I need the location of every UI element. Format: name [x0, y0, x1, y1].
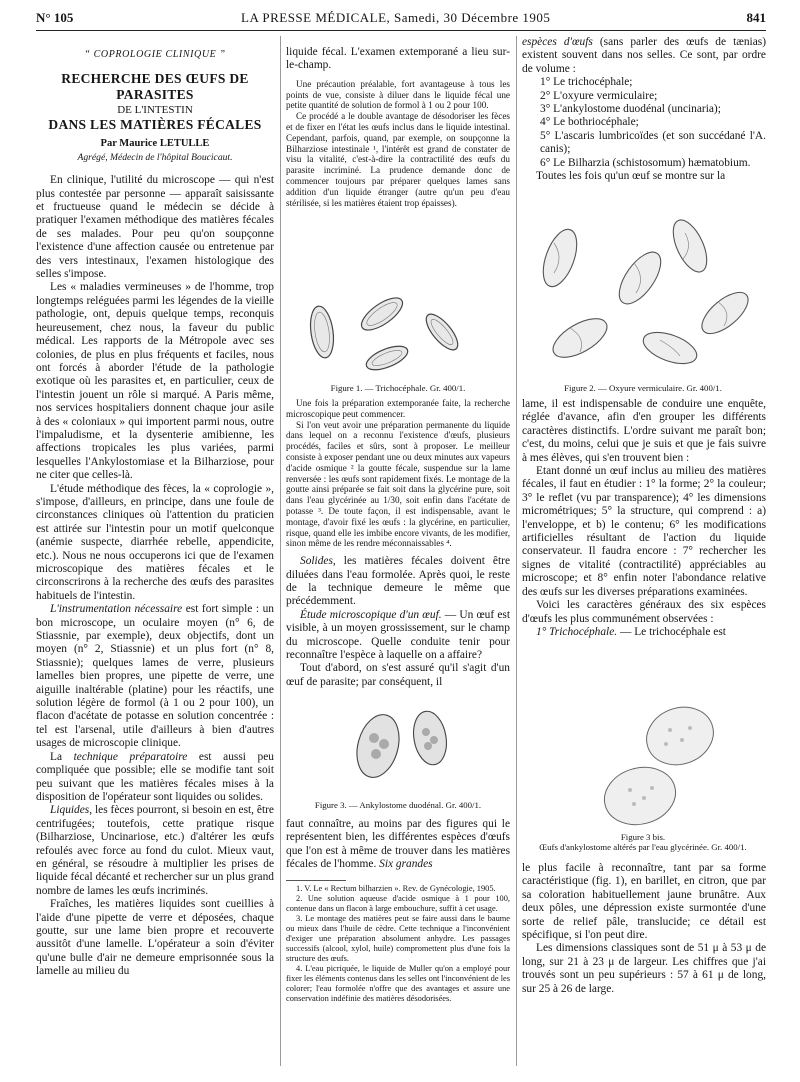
- column-1: [36, 48, 274, 979]
- column-3-bottom: [522, 862, 766, 996]
- page-header: [36, 10, 766, 28]
- paragraph: L'étude méthodique des fèces, la « coprologie », s'impose, d'ailleurs, en principe, dans une foule de circonstances cliniques où l'attention du praticien est attirée sur l'intestin pour un motif quelconque (anémie suspecte, diarrhée rebelle, appendicite, etc.). Nous ne nous occuperons ici que de l'examen microscopique des matières fécales et le circonscrirons à la recherche des œufs des parasites habituels de l'intestin.: [36, 482, 274, 602]
- list-item: 6° Le Bilharzia (schistosomum) hæmatobium.: [540, 156, 751, 169]
- egg-illustration: [421, 309, 463, 354]
- issue-number: N° 105: [36, 10, 74, 25]
- column-2-middle: [286, 398, 510, 689]
- paragraph: Tout d'abord, on s'est assuré qu'il s'agit d'un œuf de parasite; par conséquent, il: [286, 662, 510, 688]
- figure-3-ankylostome-eggs: [330, 706, 470, 794]
- small-print: [286, 398, 510, 549]
- paragraph: liquide fécal. L'examen extemporané a lieu sur-le-champ.: [286, 46, 510, 72]
- emphasis: Étude microscopique d'un œuf.: [300, 608, 442, 621]
- paragraph-text: La: [50, 750, 74, 763]
- paragraph: [522, 36, 766, 76]
- footnotes: [286, 884, 510, 1004]
- paragraph: [286, 555, 510, 609]
- egg-illustration: [639, 326, 701, 370]
- list-item: 2° L'oxyure vermiculaire;: [540, 89, 658, 102]
- figure-3bis-caption-line1: Figure 3 bis.: [620, 832, 666, 842]
- figure-2-caption: Figure 2. — Oxyure vermiculaire. Gr. 400/1.: [564, 383, 722, 393]
- figure-2-oxyure-eggs: [520, 218, 766, 378]
- paragraph-text: (sans parler des œufs de tænias) existent souvent dans nos selles. Ce sont, par ordre de volume :: [522, 36, 766, 75]
- column-divider: [516, 36, 517, 1066]
- small-print: [286, 79, 510, 209]
- egg-illustration: [638, 700, 721, 774]
- journal-title: LA PRESSE MÉDICALE, Samedi, 30 Décembre 1905: [241, 10, 551, 25]
- footnote: 2. Une solution aqueuse d'acide osmique à 1 pour 100, contenue dans un flacon à large embouchure, suffit à cet usage.: [286, 894, 510, 913]
- list-item: 3° L'ankylostome duodénal (uncinaria);: [540, 103, 721, 116]
- column-3-top: [522, 36, 766, 183]
- paragraph: Toutes les fois qu'un œuf se montre sur la: [536, 170, 726, 183]
- egg-illustration: [666, 218, 713, 277]
- list-item: 1° Le trichocéphale;: [540, 76, 633, 89]
- paragraph-text: faut connaître, au moins par des figures qui le représentent bien, les différentes espèces d'œufs que l'on est à même de trouver dans les matières fécales de l'homme.: [286, 818, 510, 871]
- paragraph: [522, 626, 766, 639]
- paragraph: Les « maladies vermineuses » de l'homme, trop longtemps reléguées parmi les légendes de la vieille pathologie, ont, depuis quelque temps, reconquis heureusement, chez nous, la faveur du public médical. Les rapports de la Métropole avec ses colonies, de plus en plus fréquents et faciles, nous ont forcés à aborder l'étude de la pathologie exotique où les parasites et, en particulier, ceux de l'intestin jouent un rôle si marqué. A Paris même, nos services hospitaliers donnent chaque jour asile à des « coloniaux » qui importent parmi nous, outre l'impaludisme, et la dysenterie amibienne, les affections tropicales les plus variées, parmi lesquelles l'Ankylostomiase et la Bilharziose, pour ne citer que celles-là.: [36, 281, 274, 482]
- paragraph: Une fois la préparation extemporanée faite, la recherche microscopique peut commencer.: [286, 398, 510, 419]
- emphasis: technique préparatoire: [73, 750, 188, 763]
- paragraph-text: — Le trichocéphale est: [617, 625, 726, 638]
- header-rule: [36, 30, 766, 31]
- affiliation: Agrégé, Médecin de l'hôpital Boucicaut.: [77, 151, 233, 163]
- author: Par Maurice LETULLE: [100, 138, 210, 150]
- paragraph: [286, 609, 510, 663]
- emphasis: L'instrumentation nécessaire: [50, 603, 183, 616]
- egg-illustration: [598, 760, 682, 828]
- paragraph: En clinique, l'utilité du microscope — qui n'est plus contestée par personne — apparaît saisissante et fructueuse quand le médecin se décide à pratiquer l'examen méthodique des matières fécales de ses malades. Pour peu qu'on soupçonne l'existence d'une affection causée ou entretenue par des vers intestinaux, l'examen histologique des selles s'impose.: [36, 174, 274, 281]
- paragraph: Etant donné un œuf inclus au milieu des matières fécales, il faut en étudier : 1° la forme; 2° la couleur; 3° le reflet (vu par transparence); 4° les dimensions micrométriques; 5° la structure, qui comprend : a) l'enveloppe, et b) le contenu; 6° les modifications artificielles résultant de l'action du liquide conservateur. Il faudra encore : 7° rechercher les signes de vitalité (contractilité) appréciables au microscope; et 8° enfin noter l'abondance relative des œufs sur les diverses préparations examinées.: [522, 465, 766, 598]
- article-title-line1: RECHERCHE DES ŒUFS DE PARASITES: [61, 71, 249, 103]
- paragraph: Fraîches, les matières liquides sont cueillies à l'aide d'une pipette de verre et déposées, chaque goutte, sur une lame bien propre et recouverte aussitôt d'une lamelle. L'opérateur a soin d'éviter qu'une bulle d'air ne demeure emprisonnée sous la lamelle au milieu du: [36, 898, 274, 978]
- egg-illustration: [363, 341, 411, 374]
- egg-illustration: [410, 709, 451, 768]
- paragraph: Si l'on veut avoir une préparation permanente du liquide dans lequel on a reconnu l'existence d'œufs, plusieurs procédés, faciles et sûrs, sont à proposer. Le meilleur consiste à exposer pendant une ou deux minutes aux vapeurs d'acide osmique ² la goutte fécale, suspendue sur la lame renversée : les œufs sont rapidement fixés. Le montage de la goutte ainsi préparée se fait soit dans la glycérine pure, soit dans l'eau glycérinée au 1/30, soit enfin dans l'acétate de potasse ³. De toute façon, il est indispensable, avant le montage, d'avoir fixé les œufs : la glycérine, en particulier, risque, quand elle les imbibe encore vivants, de les modifier, sinon même de les rendre méconnaissables ⁴.: [286, 419, 510, 549]
- paragraph: Voici les caractères généraux des six espèces d'œufs les plus communément observées :: [522, 599, 766, 625]
- rubric: “ COPROLOGIE CLINIQUE ”: [84, 49, 226, 60]
- figure-3bis-caption-line2: Œufs d'ankylostome altérés par l'eau glycérinée. Gr. 400/1.: [539, 842, 747, 852]
- article-title-line2: DE L'INTESTIN: [117, 104, 193, 117]
- footnote: 3. Le montage des matières peut se faire aussi dans le baume ou mieux dans l'huile de cèdre. Cette technique a l'inconvénient d'exiger une préparation absolument anhydre. Les passages successifs (alcool, xylol, huile) compromettent plus d'une fois la structure des œufs.: [286, 914, 510, 963]
- egg-illustration: [350, 710, 405, 782]
- footnote: 4. L'eau picriquée, le liquide de Muller qu'on a employé pour fixer les éléments contenus dans les selles ont l'inconvénient de les colorer; l'eau formolée n'offre que des avantages et assure une conservation indéfinie des matières désodorisées.: [286, 964, 510, 1003]
- emphasis: 1° Trichocéphale.: [536, 625, 618, 638]
- list-item: 4° Le bothriocéphale;: [540, 116, 639, 129]
- article-title-line3: DANS LES MATIÈRES FÉCALES: [48, 117, 262, 133]
- footnote: 1. V. Le « Rectum bilharzien ». Rev. de Gynécologie, 1905.: [296, 884, 496, 893]
- figure-3-caption: Figure 3. — Ankylostome duodénal. Gr. 400/1.: [314, 800, 482, 810]
- paragraph-text: est fort simple : un bon microscope, un oculaire moyen (n° 6, de Stiassnie, par exemple), deux objectifs, dont un moyen (n° 2, Stiassnie) et un plus fort (n° 8, Stiassnie); quelques lames de verre, plusieurs lamelles bien propres, une pipette de verre, une aiguille inaltérable (platine) pour les réactifs, une solution légère de formol (à 1 ou 2 pour 100), un flacon d'acétate de potasse en solution concentrée : tel est l'arsenal, utile d'ailleurs à bien d'autres usages de microscopie clinique.: [36, 603, 274, 750]
- paragraph: Ce procédé a le double avantage de désodoriser les fèces et de fixer en l'état les œufs inclus dans le liquide intestinal. Cependant, parfois, quand, par exemple, on soupçonne la Bilharziose intestinale ¹, l'intérêt est grand de constater de visu la vitalité, c'est-à-dire la contractilité des œufs du parasite incriminé. La prudence demande donc de commencer toujours par préparer quelques lames sans addition d'un liquide étranger (autre qu'un peu d'eau stérilisée, si les matières étaient trop épaisses).: [286, 111, 510, 208]
- emphasis: Six grandes: [376, 858, 433, 871]
- egg-illustration: [695, 285, 755, 341]
- paragraph: lame, il est indispensable de conduire une enquête, réglée d'avance, afin d'en grouper les différents caractères distinctifs. L'ordre suivant me paraît bon; c'est, du moins, celui que je suis et que je fais suivre à mes élèves, qui s'en trouvent bien :: [522, 398, 766, 464]
- paragraph: [36, 603, 274, 750]
- emphasis: espèces d'œufs: [522, 36, 593, 48]
- figure-1-caption: Figure 1. — Trichocéphale. Gr. 400/1.: [330, 383, 466, 393]
- paragraph-text: , les fèces pourront, si besoin en est, être centrifugées; toutefois, cette pratique risque (Bilharziose, Uncinariose, etc.) d'altérer les œufs refoulés avec force au fond du culot. Mieux vaut, en général, se résoudre à multiplier les prises de liquide fécal décanté et rechercher sur un plus grand nombre de lames les œufs incriminés.: [36, 804, 274, 897]
- column-3-middle: [522, 398, 766, 639]
- footnote-rule: [286, 880, 346, 881]
- column-divider: [280, 36, 281, 1066]
- paragraph: [36, 804, 274, 898]
- egg-illustration: [537, 225, 584, 291]
- egg-illustration: [611, 245, 668, 310]
- paragraph-text: , les matières fécales doivent être diluées dans l'eau formolée. Après quoi, le reste de la technique demeure le même que précédemment.: [286, 555, 510, 608]
- list-item: 5° L'ascaris lumbricoïdes (et son succédané l'A. canis);: [540, 129, 766, 156]
- paragraph: [286, 818, 510, 872]
- paragraph: Une précaution préalable, fort avantageuse à tous les points de vue, consiste à diluer dans le liquide fécal une petite quantité de solution de formol à 1 ou 2 pour 100.: [286, 78, 510, 111]
- paragraph: le plus facile à reconnaître, tant par sa forme caractéristique (fig. 1), en barillet, en citron, que par sa coloration habituellement jaune brunâtre. Aux deux pôles, une dépression existe surmontée d'une sorte de relief pâle, translucide; ce détail est spécifique, si l'on peut dire.: [522, 862, 766, 942]
- paragraph-text: est aussi peu compliquée que possible; elle se modifie tant soit peu suivant que les matières fécales mises à la disposition de l'opérateur sont liquides ou solides.: [36, 750, 274, 803]
- figure-3bis-altered-eggs: [570, 700, 740, 828]
- figure-1-trichocephale-eggs: [292, 292, 502, 376]
- paragraph: [36, 751, 274, 805]
- emphasis: Solides: [300, 555, 333, 568]
- figure-3bis-caption: [520, 832, 766, 852]
- column-2-top: [286, 46, 510, 208]
- egg-species-list: [522, 76, 766, 170]
- emphasis: Liquides: [50, 804, 90, 817]
- paragraph-text: — Un œuf est visible, à un moyen grossissement, sur le champ du microscope. Quelle conduite tenir pour reconnaître l'espèce à laquelle on a affaire?: [286, 608, 510, 661]
- page-number: 841: [746, 10, 766, 25]
- egg-illustration: [357, 292, 408, 336]
- column-2-bottom: [286, 818, 510, 872]
- paragraph: Les dimensions classiques sont de 51 μ à 53 μ de long, sur 21 à 23 μ de largeur. Les chiffres que j'ai trouvés sont un peu supérieurs : 57 à 61 μ de long, sur 25 à 26 de large.: [522, 942, 766, 995]
